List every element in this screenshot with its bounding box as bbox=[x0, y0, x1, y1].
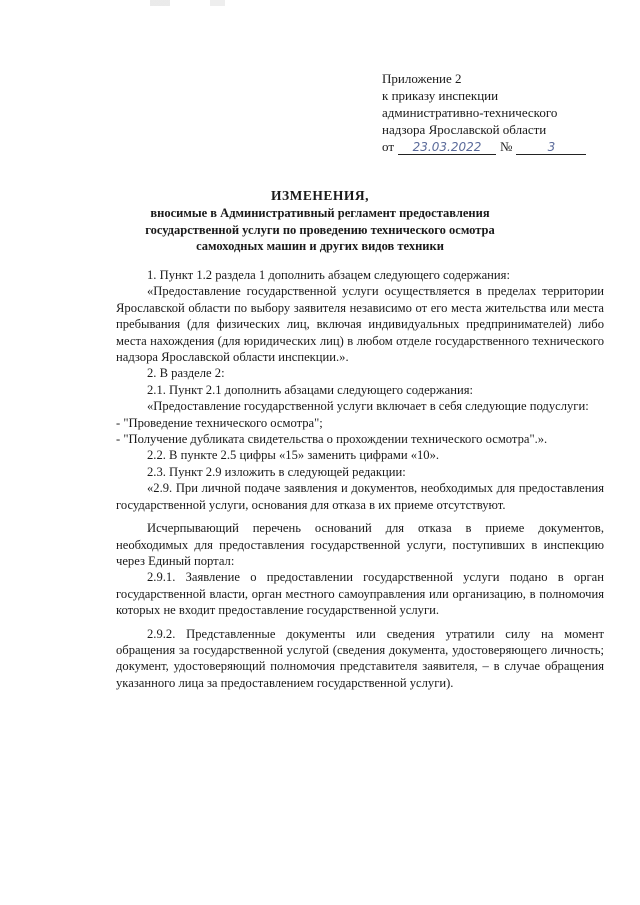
paragraph: 2. В разделе 2: bbox=[147, 366, 225, 381]
scan-artifact bbox=[150, 0, 400, 6]
paragraph: «Предоставление государственной услуги включает в себя следующие подуслуги: bbox=[147, 399, 589, 414]
paragraph: «Предоставление государственной услуги осуществляется в пределах территории Ярославской области по выбору заявителя независимо от его места жительства или места пребывания (для физических лиц, включая индивидуальных предпринимателей) либо места нахождения (для юридических лиц) в любом отделе государственного технического надзора Ярославской области инспекции.». bbox=[116, 284, 604, 365]
appendix-block bbox=[382, 70, 612, 155]
appendix-line: административно-технического bbox=[382, 105, 558, 120]
handwritten-date: 23.03.2022 bbox=[398, 140, 496, 155]
paragraph: - "Проведение технического осмотра"; bbox=[116, 415, 323, 430]
paragraph: 1. Пункт 1.2 раздела 1 дополнить абзацем следующего содержания: bbox=[147, 268, 510, 282]
paragraph: 2.3. Пункт 2.9 изложить в следующей редакции: bbox=[147, 464, 406, 479]
paragraph: 2.9.1. Заявление о предоставлении государственной услуги подано в орган государственной власти, орган местного самоуправления или организацию, в полномочия которых не входит предоставление государственной услуги. bbox=[116, 570, 604, 618]
number-label: № bbox=[500, 139, 513, 154]
appendix-line: Приложение 2 bbox=[382, 71, 462, 86]
appendix-line: надзора Ярославской области bbox=[382, 122, 547, 137]
subtitle-line: государственной услуги по проведению технического осмотра bbox=[145, 222, 495, 237]
subtitle-line: вносимые в Административный регламент предоставления bbox=[150, 206, 490, 220]
subtitle-line: самоходных машин и других видов техники bbox=[196, 239, 444, 253]
document-body bbox=[116, 267, 604, 691]
paragraph: 2.9.2. Представленные документы или сведения утратили силу на момент обращения за государственной услугой (сведения документа, удостоверяющего личность; документ, удостоверяющий полномочия представителя заявителя, – в случае обращения указанного лица за предоставлением государственной услуги). bbox=[116, 626, 604, 690]
handwritten-number: 3 bbox=[516, 140, 586, 155]
paragraph: 2.1. Пункт 2.1 дополнить абзацами следующего содержания: bbox=[147, 382, 474, 397]
paragraph: Исчерпывающий перечень оснований для отказа в приеме документов, необходимых для предоставления государственной услуги, поступивших в инспекцию через Единый портал: bbox=[116, 521, 604, 568]
paragraph: «2.9. При личной подаче заявления и документов, необходимых для предоставления государственной услуги, основания для отказа в их приеме отсутствуют. bbox=[116, 481, 604, 512]
paragraph: - "Получение дубликата свидетельства о прохождении технического осмотра".». bbox=[116, 432, 548, 447]
paragraph: 2.2. В пункте 2.5 цифры «15» заменить цифрами «10». bbox=[147, 448, 440, 463]
document-heading: ИЗМЕНЕНИЯ, bbox=[270, 188, 369, 203]
document-subtitle bbox=[0, 205, 640, 255]
ot-label: от bbox=[382, 139, 395, 154]
order-date-line bbox=[382, 138, 612, 155]
appendix-line: к приказу инспекции bbox=[382, 88, 499, 103]
